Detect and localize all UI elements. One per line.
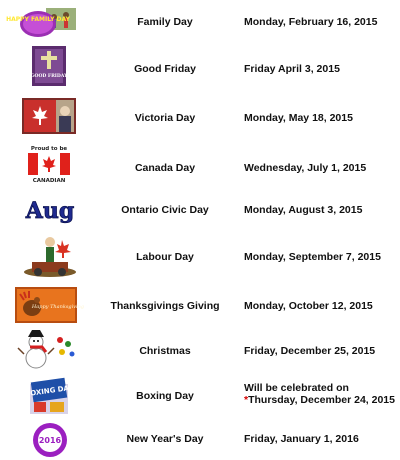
victoria-day-image — [22, 98, 76, 134]
holiday-name: Good Friday — [134, 63, 196, 75]
boxing-day-image — [26, 374, 72, 416]
holiday-name: Boxing Day — [136, 390, 194, 402]
holiday-name: New Year's Day — [126, 433, 204, 445]
holiday-date: Monday, October 12, 2015 — [244, 300, 373, 312]
family-day-image-text: HAPPY FAMILY DAY — [6, 16, 70, 23]
new-years-day-image — [32, 422, 68, 458]
holiday-date — [244, 382, 400, 406]
holiday-name: Thanksgivings Giving — [110, 300, 220, 312]
canada-day-image-top-text: Proud to be — [30, 146, 68, 152]
holiday-name: Family Day — [137, 16, 193, 28]
holiday-date: Friday April 3, 2015 — [244, 63, 340, 75]
holiday-name: Victoria Day — [134, 112, 196, 124]
boxing-day-date-note: Will be celebrated on — [244, 382, 349, 394]
boxing-day-image-text: BOXING DAY — [24, 383, 74, 399]
boxing-day-date-value: Thursday, December 24, 2015 — [248, 394, 395, 406]
canada-day-image — [24, 144, 74, 184]
labour-day-image — [22, 234, 78, 278]
canada-day-image-bottom-text: CANADIAN — [32, 178, 66, 184]
holiday-name: Labour Day — [136, 251, 194, 263]
holiday-name: Christmas — [139, 345, 191, 357]
good-friday-image — [32, 46, 66, 86]
holiday-date: Monday, May 18, 2015 — [244, 112, 353, 124]
ontario-civic-day-image — [25, 194, 75, 226]
holiday-date: Monday, August 3, 2015 — [244, 204, 363, 216]
good-friday-image-text: GOOD FRIDAY — [30, 74, 68, 79]
family-day-image — [6, 8, 76, 38]
boxing-day-date-actual — [244, 394, 400, 406]
holiday-date: Friday, January 1, 2016 — [244, 433, 359, 445]
holiday-date: Monday, February 16, 2015 — [244, 16, 378, 28]
holiday-date: Wednesday, July 1, 2015 — [244, 162, 367, 174]
thanksgiving-image — [16, 288, 85, 322]
christmas-image — [18, 330, 78, 370]
holiday-name: Ontario Civic Day — [121, 204, 209, 216]
holiday-date: Friday, December 25, 2015 — [244, 345, 376, 357]
thanksgiving-image-text: Happy Thanksgiving — [31, 304, 85, 310]
asterisk-marker: * — [244, 394, 249, 406]
new-years-day-image-text: 2016 — [38, 436, 62, 445]
ontario-civic-day-image-text: Aug — [25, 198, 75, 224]
holiday-date: Monday, September 7, 2015 — [244, 251, 381, 263]
holiday-name: Canada Day — [134, 162, 196, 174]
